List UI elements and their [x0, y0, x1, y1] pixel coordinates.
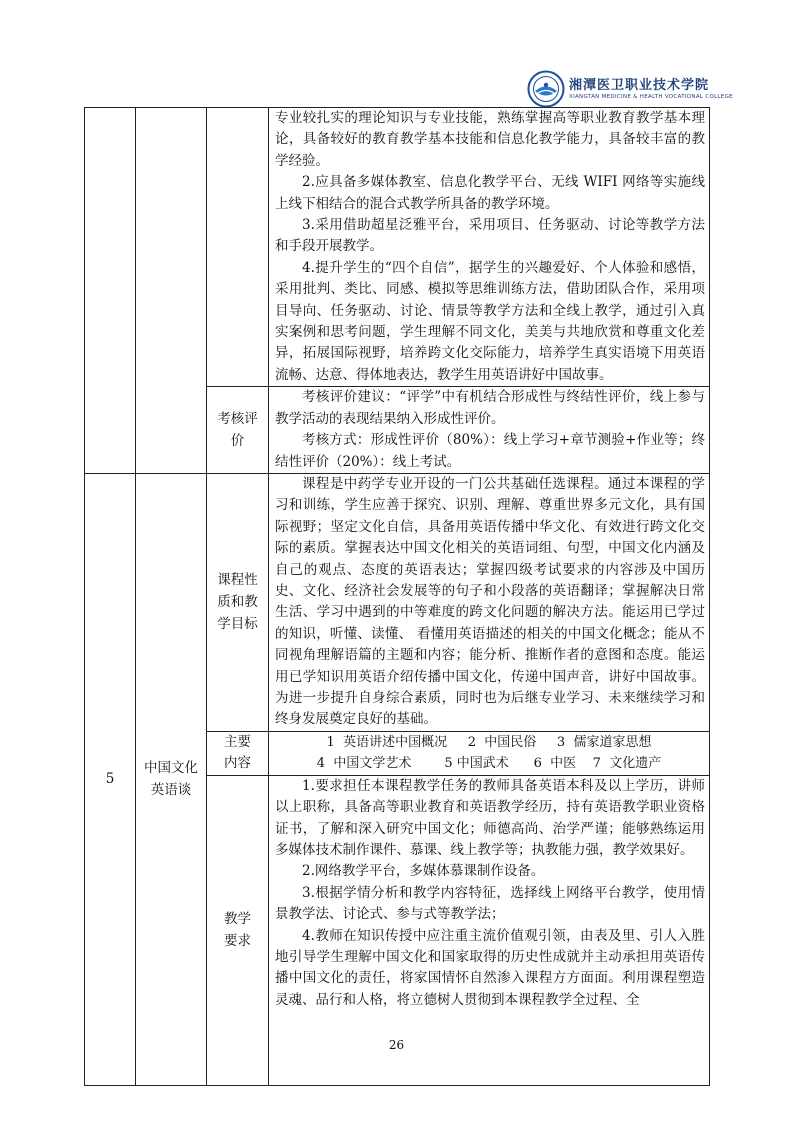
assessment-label: 考核评价 — [217, 411, 258, 450]
table-row — [85, 108, 710, 387]
topic-line: 1 英语讲述中国概况 2 中国民俗 3 儒家道家思想 — [326, 735, 652, 751]
prev-course-name-cell — [136, 108, 207, 474]
page-number: 26 — [388, 1038, 405, 1052]
assessment-cell — [269, 387, 710, 474]
content-label: 主要内容 — [224, 734, 251, 772]
topic-line: 4 中国文学艺术 5 中国武术 6 中医 7 文化遗产 — [316, 756, 662, 772]
content-cell — [269, 731, 710, 775]
nature-cell — [269, 473, 710, 731]
college-logo — [527, 70, 733, 110]
paragraph: 课程是中药学专业开设的一门公共基础任选课程。通过本课程的学习和训练，学生应善于探究、识别、理解、尊重世界多元文化，具有国际视野；坚定文化自信，具备用英语传播中华文化、有效进行跨文化交际的素质。掌握表达中国文化相关的英语词组、句型，中国文化内涵及自己的观点、态度的英语表达；掌握四级考试要求的内容涉及中国历史、文化、经济社会发展等的句子和小段落的英语翻译；掌握解决日常生活、学习中遇到的中等难度的跨文化问题的解决方法。能运用已学过的知识，听懂、读懂、 看懂用英语描述的相关的中国文化概念；能从不同视角理解语篇的主题和内容；能分析、推断作者的意图和态度。能运用已学知识用英语介绍传播中国文化，传递中国声音，讲好中国故事。为进一步提升自身综合素质，同时也为后继专业学习、未来继续学习和终身发展奠定良好的基础。 — [275, 475, 705, 728]
nature-label-cell — [207, 473, 269, 731]
assessment-label-cell — [207, 387, 269, 474]
paragraph: 1.要求担任本课程教学任务的教师具备英语本科及以上学历，讲师以上职称，具备高等职业教育和英语教学经历，持有英语教学职业资格证书，了解和深入研究中国文化；师德高尚、治学严谨；能够熟练运用多媒体技术制作课件、慕课、线上教学等；执教能力强，教学效果好。 — [275, 777, 705, 858]
req-label: 教学要求 — [224, 911, 251, 950]
course-number: 5 — [105, 771, 115, 788]
content-label-cell — [207, 731, 269, 775]
paragraph: 专业较扎实的理论知识与专业技能，熟练掌握高等职业教育教学基本理论，具备较好的教育教学基本技能和信息化教学能力，具备较丰富的教学经验。 — [275, 110, 705, 169]
course-name-cell — [136, 473, 207, 1085]
prev-course-number-cell — [85, 108, 136, 474]
table-row — [85, 473, 710, 731]
college-name-en: XIANGTAN MEDICINE & HEALTH VOCATIONAL COLLEGE — [569, 94, 733, 100]
college-seal-icon — [527, 70, 565, 108]
curriculum-table — [84, 107, 710, 1086]
paragraph: 考核方式：形成性评价（80%）：线上学习+章节测验+作业等；终结性评价（20%）：线上考试。 — [275, 432, 705, 470]
paragraph: 4.提升学生的“四个自信”，据学生的兴趣爱好、个人体验和感悟，采用批判、类比、同感、模拟等思维训练方法，借助团队合作，采用项目导向、任务驱动、讨论、情景等教学方法和全线上教学，通过引入真实案例和思考问题，学生理解不同文化，美美与共地欣赏和尊重文化差异，拓展国际视野，培养跨文化交际能力，培养学生真实语境下用英语流畅、达意、得体地表达，教学生用英语讲好中国故事。 — [275, 259, 705, 383]
paragraph: 2.网络教学平台，多媒体慕课制作设备。 — [302, 863, 545, 880]
prev-req-label-cell — [207, 108, 269, 387]
course-number-cell — [85, 473, 136, 1085]
prev-teaching-req-cell — [269, 108, 710, 387]
paragraph: 考核评价建议：“评学”中有机结合形成性与终结性评价，线上参与教学活动的表现结果纳入形成性评价。 — [275, 389, 705, 427]
paragraph: 4.教师在知识传授中应注重主流价值观引领，由表及里、引人入胜地引导学生理解中国文化和国家取得的历史性成就并主动承担用英语传播中国文化的责任，将家国情怀自然渗入课程方方面面。利用课程塑造灵魂、品行和人格，将立德树人贯彻到本课程教学全过程、全 — [275, 927, 705, 1008]
paragraph: 2.应具备多媒体教室、信息化教学平台、无线 WIFI 网络等实施线上线下相结合的混合式教学所具备的教学环境。 — [275, 174, 705, 212]
paragraph: 3.采用借助超星泛雅平台，采用项目、任务驱动、讨论等教学方法和手段开展教学。 — [275, 217, 705, 255]
course-name: 中国文化英语谈 — [144, 760, 198, 799]
paragraph: 3.根据学情分析和教学内容特征，选择线上网络平台教学，使用情景教学法、讨论式、参与式等教学法； — [275, 884, 705, 923]
college-name: 湘潭医卫职业技术学院 — [569, 78, 710, 93]
nature-label: 课程性质和教学目标 — [217, 572, 258, 633]
